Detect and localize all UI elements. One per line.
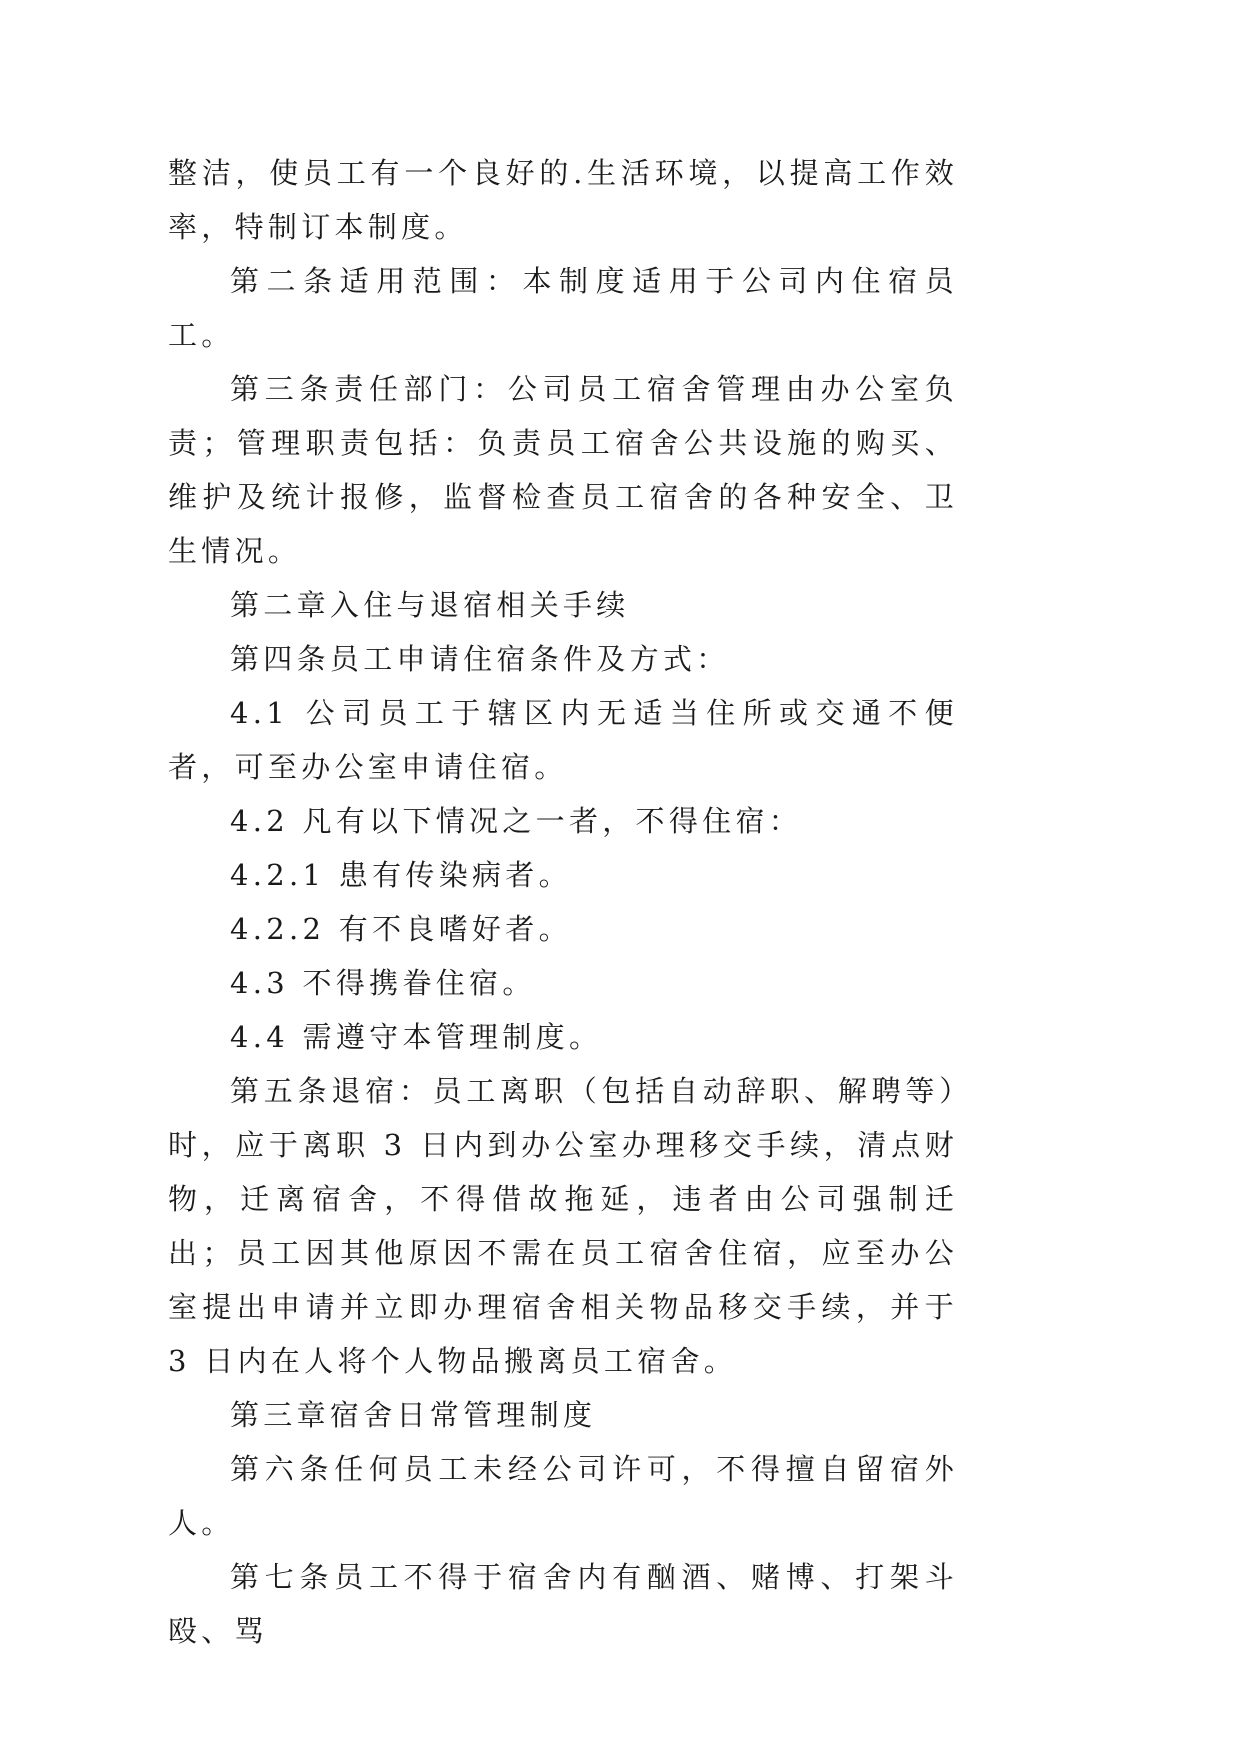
paragraph-article-5: 第五条退宿：员工离职（包括自动辞职、解聘等）时，应于离职 3 日内到办公室办理移交手续，清点财物，迁离宿舍，不得借故拖延，违者由公司强制迁出；员工因其他原因不需在员工宿舍住宿，应至办公室提出申请并立即办理宿舍相关物品移交手续，并于 3 日内在人将个人物品搬离员工宿舍。	[168, 1074, 958, 1378]
clause-4-1: 4.1 公司员工于辖区内无适当住所或交通不便者，可至办公室申请住宿。	[168, 696, 958, 784]
clause-4-4: 4.4 需遵守本管理制度。	[230, 1020, 603, 1054]
clause-4-2-2: 4.2.2 有不良嗜好者。	[230, 912, 572, 946]
paragraph-continuation: 整洁，使员工有一个良好的.生活环境，以提高工作效率，特制订本制度。	[168, 156, 958, 244]
paragraph-article-6: 第六条任何员工未经公司许可，不得擅自留宿外人。	[168, 1452, 958, 1540]
paragraph-article-4: 第四条员工申请住宿条件及方式：	[230, 642, 730, 676]
clause-4-3: 4.3 不得携眷住宿。	[230, 966, 536, 1000]
paragraph-article-7: 第七条员工不得于宿舍内有酗酒、赌博、打架斗殴、骂	[168, 1560, 958, 1648]
document-body	[168, 146, 958, 1658]
paragraph-article-2: 第二条适用范围：本制度适用于公司内住宿员工。	[168, 264, 958, 352]
chapter-2-heading: 第二章入住与退宿相关手续	[230, 588, 630, 622]
clause-4-2: 4.2 凡有以下情况之一者，不得住宿：	[230, 804, 803, 838]
paragraph-article-3: 第三条责任部门：公司员工宿舍管理由办公室负责；管理职责包括：负责员工宿舍公共设施的购买、维护及统计报修，监督检查员工宿舍的各种安全、卫生情况。	[168, 372, 958, 568]
chapter-3-heading: 第三章宿舍日常管理制度	[230, 1398, 597, 1432]
clause-4-2-1: 4.2.1 患有传染病者。	[230, 858, 572, 892]
